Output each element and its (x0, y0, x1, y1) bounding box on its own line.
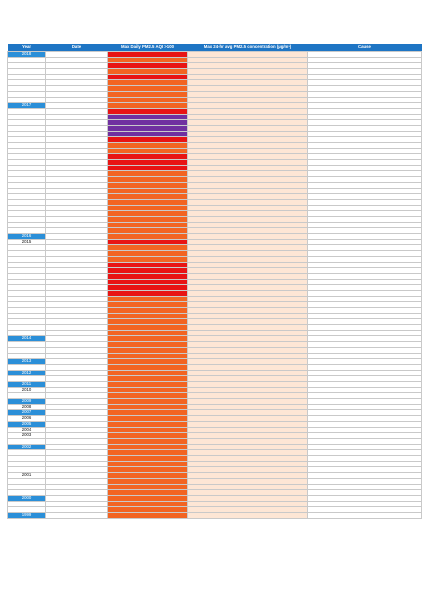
cell-avg-concentration (188, 512, 308, 518)
header-avg-concentration: Max 24-hr avg PM2.5 concentration (µg/m³) (188, 44, 308, 52)
cell-year: 2018 (8, 52, 46, 58)
cell-year: 2010 (8, 387, 46, 393)
cell-year: 2003 (8, 433, 46, 439)
cell-year: 2011 (8, 381, 46, 387)
table-header-row (8, 44, 422, 52)
cell-year: 2009 (8, 399, 46, 405)
cell-year: 2013 (8, 359, 46, 365)
header-cause: Cause (308, 44, 422, 52)
pm25-exceedance-table (7, 44, 422, 519)
cell-year: 2000 (8, 495, 46, 501)
cell-year: 2005 (8, 421, 46, 427)
header-max-aqi: Max Daily PM2.5 AQI >100 (108, 44, 188, 52)
cell-cause (308, 512, 422, 518)
cell-year: 2006 (8, 416, 46, 422)
cell-max-aqi (108, 512, 188, 518)
cell-year: 2007 (8, 410, 46, 416)
cell-year: 2017 (8, 103, 46, 109)
cell-date (46, 512, 108, 518)
table-body (8, 52, 422, 519)
cell-year: 2016 (8, 234, 46, 240)
cell-year: 2001 (8, 473, 46, 479)
cell-year: 2014 (8, 336, 46, 342)
intro-paragraph (7, 4, 421, 40)
table-row (8, 512, 422, 518)
header-year: Year (8, 44, 46, 52)
cell-year: 2015 (8, 239, 46, 245)
header-date: Date (46, 44, 108, 52)
cell-year: 2012 (8, 370, 46, 376)
cell-year: 2004 (8, 427, 46, 433)
cell-year: 2002 (8, 444, 46, 450)
cell-year: 1999 (8, 512, 46, 518)
cell-year: 2008 (8, 404, 46, 410)
